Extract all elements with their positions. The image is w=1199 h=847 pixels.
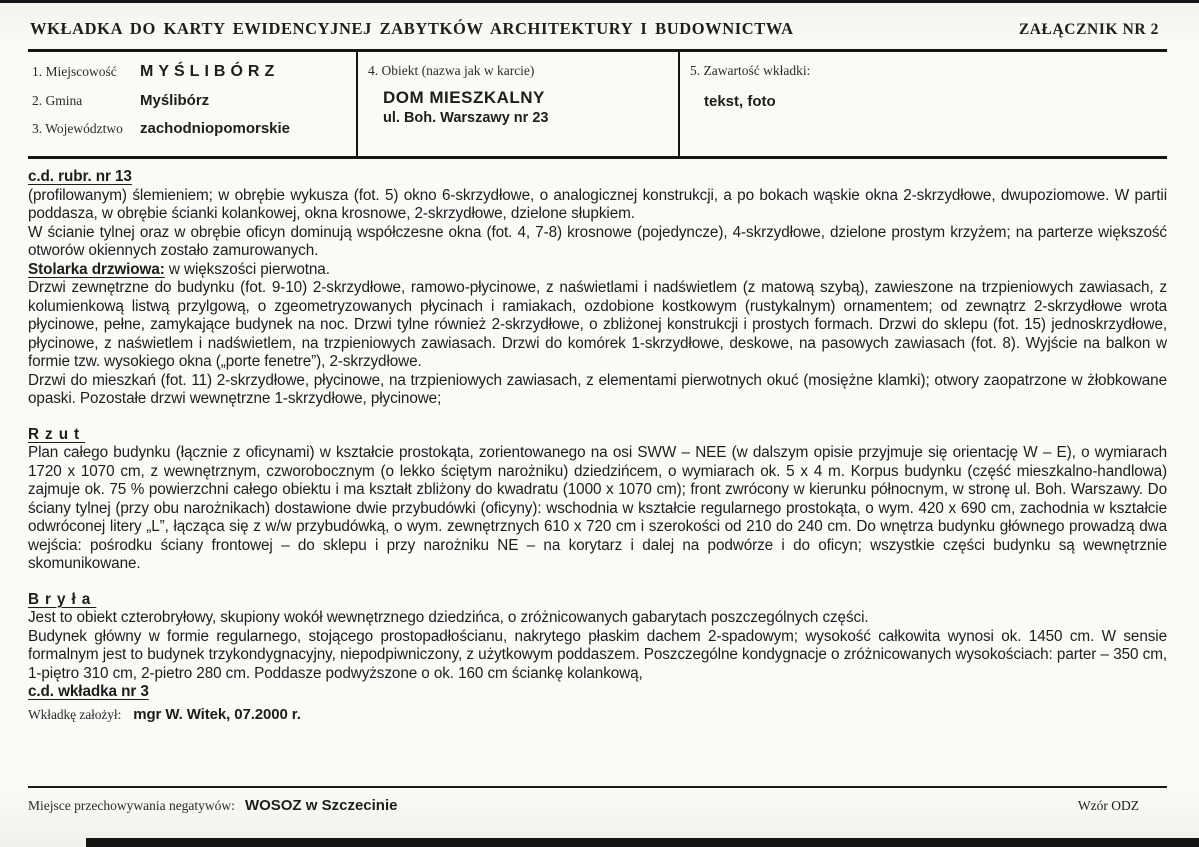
- paragraph-windows-2: W ścianie tylnej oraz w obrębie oficyn dominują współczesne okna (fot. 4, 7-8) krosnowe (pojedyncze), 4-skrzydłowe, dzielone prostym krzyżem; na parterze większość otworów okiennych zostało zamurowanych.: [28, 223, 1167, 259]
- zawartosc-label: 5. Zawartość wkładki:: [690, 63, 811, 78]
- section-heading-rubr13: c.d. rubr. nr 13: [28, 168, 132, 185]
- object-column: [356, 52, 678, 156]
- field-gmina: [32, 92, 348, 109]
- document-footer: [28, 786, 1167, 815]
- negatives-value: WOSOZ w Szczecinie: [244, 797, 398, 814]
- location-column: [28, 52, 356, 156]
- paragraph-doors-1: Drzwi zewnętrzne do budynku (fot. 9-10) 2-skrzydłowe, ramowo-płycinowe, z naświetlami i nadświetlem (z matową szybą), zawieszone na trzpieniowych zawiasach, z kolumienkową listwą przylgową, o zgeometryzowanych płycinach i ramiakach, ozdobione kostkowym (rustykalnym) ornamentem; od zewnątrz 2-skrzydłowe wrota płycinowe, pełne, zamykające budynek na noc. Drzwi tylne również 2-skrzydłowe, o zbliżonej konstrukcji i prostych formach. Drzwi do sklepu (fot. 15) jednoskrzydłowe, płycinowe, z naświetlem i nadświetlem, na trzpieniowych zawiasach. Drzwi do komórek 1-skrzydłowe, deskowe, na pasowych zawiasach (fot. 8). Wyjście na balkon w formie tzw. wysokiego okna („porte fenetre”), 2-skrzydłowe.: [28, 279, 1167, 370]
- form-table: [28, 52, 1167, 159]
- founder-label: Wkładkę założył:: [28, 706, 122, 722]
- annex-label: ZAŁĄCZNIK NR 2: [1018, 21, 1159, 38]
- scan-edge-bottom: [86, 838, 1199, 847]
- negatives-label: Miejsce przechowywania negatywów:: [28, 798, 235, 813]
- contents-column: [678, 52, 1167, 156]
- founder-value: mgr W. Witek, 07.2000 r.: [133, 705, 301, 723]
- obiekt-label: 4. Obiekt (nazwa jak w karcie): [368, 63, 535, 78]
- document-title: WKŁADKA DO KARTY EWIDENCYJNEJ ZABYTKÓW ARCHITEKTURY I BUDOWNICTWA: [30, 19, 794, 38]
- scan-edge-top: [0, 0, 1199, 3]
- stolarka-text: w większości pierwotna.: [164, 260, 330, 278]
- field-wojewodztwo: [32, 120, 348, 137]
- document-header: [28, 8, 1167, 52]
- section-heading-rzut: Rzut: [28, 425, 86, 443]
- form-model-label: Wzór ODZ: [1077, 798, 1139, 813]
- miejscowosc-value: MYŚLIBÓRZ: [140, 63, 280, 80]
- negatives-row: [28, 797, 397, 815]
- continuation-note: c.d. wkładka nr 3: [28, 683, 149, 700]
- document-content: [28, 8, 1167, 724]
- document-body: [28, 159, 1167, 724]
- gmina-value: Myślibórz: [140, 92, 210, 109]
- wojewodztwo-label: 3. Województwo: [32, 121, 123, 136]
- founder-row: [28, 706, 1167, 725]
- paragraph-doors-2: Drzwi do mieszkań (fot. 11) 2-skrzydłowe, płycinowe, na trzpieniowych zawiasach, z elementami pierwotnych okuć (mosiężne klamki); otwory zaopatrzone w żłobkowane opaski. Pozostałe drzwi wewnętrzne 1-skrzydłowe, płycinowe;: [28, 371, 1167, 407]
- section-heading-bryla: Bryła: [28, 590, 97, 608]
- paragraph-rzut: Plan całego budynku (łącznie z oficynami) w kształcie prostokąta, zorientowanego na osi SWW – NEE (w dalszym opisie przyjmuje się orientację W – E), o wymiarach 1720 x 1070 cm, z wewnętrznym, czworobocznym (o lekko ściętym narożniku) dziedzińcem, o wymiarach ok. 5 x 4 m. Korpus budynku (część mieszkalno-handlowa) zajmuje ok. 75 % powierzchni całego obiektu i ma kształt zbliżony do kwadratu (1000 x 1070 cm); front zwrócony w kierunku północnym, w stronę ul. Boh. Warszawy. Do ściany tylnej (przy obu narożnikach) dostawione dwie przybudówki (oficyny): wschodnia w kształcie regularnego prostokąta, o wym. 420 x 690 cm, zachodnia w kształcie odwróconej litery „L”, łącząca się z w/w przybudówką, o wym. zewnętrznych 610 x 720 cm i szerokości od 210 do 240 cm. Do wnętrza budynku głównego prowadzą dwa wejścia: pośrodku ściany frontowej – do sklepu i przy narożniku NE – na korytarz i dalej na podwórze i do oficyn; wszystkie części budynku są wewnętrznie skomunikowane.: [28, 444, 1167, 572]
- miejscowosc-label: 1. Miejscowość: [32, 64, 117, 79]
- paragraph-bryla-1: Jest to obiekt czterobryłowy, skupiony wokół wewnętrznego dziedzińca, o zróżnicowanych gabarytach poszczególnych części.: [28, 609, 869, 626]
- wojewodztwo-value: zachodniopomorskie: [140, 120, 291, 137]
- zawartosc-value: tekst, foto: [704, 93, 776, 110]
- paragraph-bryla-2: Budynek główny w formie regularnego, stojącego prostopadłościanu, nakrytego płaskim dachem 2-spadowym; wysokość całkowita wynosi ok. 1450 cm. W sensie formalnym jest to budynek trzykondygnacyjny, niepodpiwniczony, z użytkowym poddaszem. Poszczególne kondygnacje o zróżnicowanych wysokościach: parter – 350 cm, 1-piętro 310 cm, 2-pietro 280 cm. Poddasze podwyższone o ok. 160 cm ściankę kolankową,: [28, 627, 1167, 682]
- paragraph-stolarka: [28, 261, 1167, 280]
- field-miejscowosc: [32, 63, 348, 81]
- stolarka-heading: Stolarka drzwiowa:: [28, 260, 165, 278]
- obiekt-name: DOM MIESZKALNY: [383, 88, 545, 107]
- obiekt-address: ul. Boh. Warszawy nr 23: [383, 110, 549, 126]
- paragraph-windows-1: (profilowanym) ślemieniem; w obrębie wykusza (fot. 5) okno 6-skrzydłowe, o analogicznej konstrukcji, a po bokach wąskie okna 2-skrzydłowe, dwupoziomowe. W partii poddasza, w obrębie ścianki kolankowej, okna krosnowe, 2-skrzydłowe, dzielone słupkiem.: [28, 186, 1167, 222]
- gmina-label: 2. Gmina: [32, 93, 83, 108]
